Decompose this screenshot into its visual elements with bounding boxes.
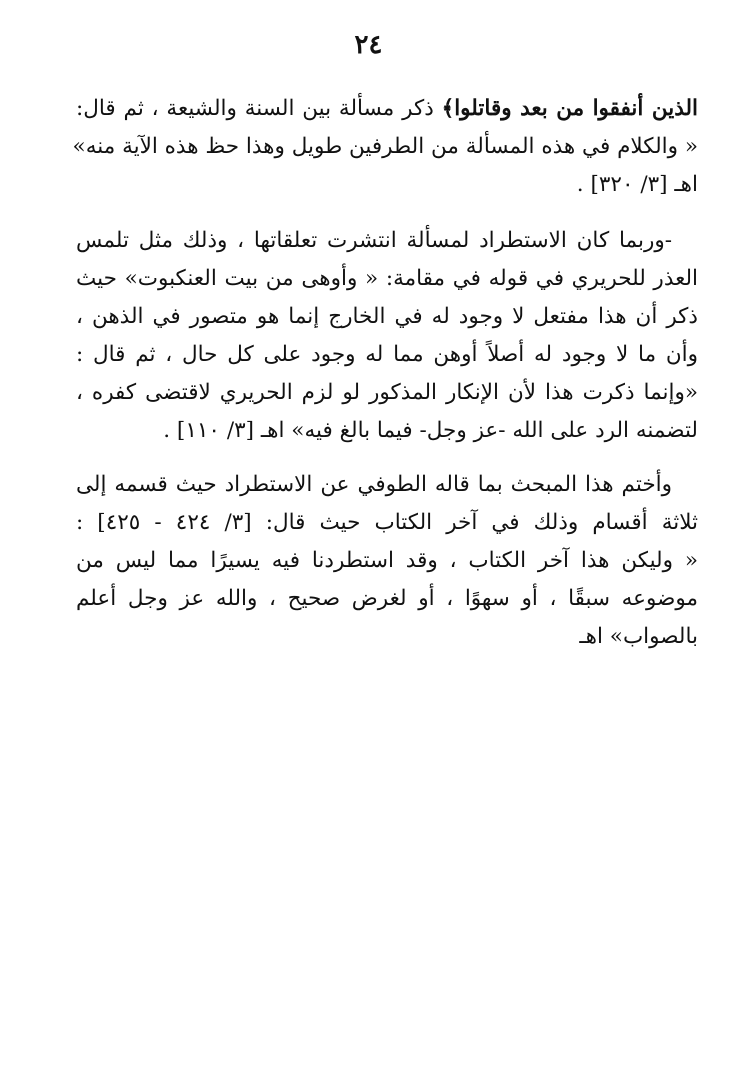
paragraph-line: «وإنما ذكرت هذا لأن الإنكار المذكور لو لزم الحريري لاقتضى كفره ،	[76, 380, 698, 405]
paragraph-2	[76, 222, 698, 450]
paragraph-line	[76, 90, 698, 128]
page-number: ٢٤	[354, 30, 383, 60]
paragraph-line: ثلاثة أقسام وذلك في آخر الكتاب حيث قال: [٣/ ٤٢٤ - ٤٢٥] :	[76, 510, 699, 535]
line-text: ذكر مسألة بين السنة والشيعة ، ثم قال:	[76, 96, 442, 121]
paragraph-line: -وربما كان الاستطراد لمسألة انتشرت تعلقاتها ، وذلك مثل تلمس	[76, 228, 672, 253]
paragraph-line: وأن ما لا وجود له أصلاً أوهن مما له وجود على كل حال ، ثم قال :	[76, 342, 698, 367]
paragraph-line: اهـ [٣/ ٣٢٠] .	[576, 172, 698, 197]
paragraph-3	[76, 466, 698, 656]
paragraph-1	[72, 90, 698, 204]
paragraph-line: العذر للحريري في قوله في مقامة: « وأوهى من بيت العنكبوت» حيث	[76, 266, 698, 291]
quran-verse-fragment: الذين أنفقوا من بعد وقاتلوا﴾	[441, 96, 698, 121]
paragraph-line: « والكلام في هذه المسألة من الطرفين طويل وهذا حظ هذه الآية منه»	[72, 134, 698, 159]
paragraph-line: ذكر أن هذا مفتعل لا وجود له في الخارج إنما هو متصور في الذهن ،	[76, 304, 698, 329]
paragraph-line: موضوعه سبقًا ، أو سهوًا ، أو لغرض صحيح ، والله عز وجل أعلم	[76, 586, 698, 611]
paragraph-line: لتضمنه الرد على الله -عز وجل- فيما بالغ فيه» اهـ [٣/ ١١٠] .	[163, 418, 698, 443]
paragraph-line: بالصواب» اهـ	[579, 624, 698, 649]
paragraph-line: وأختم هذا المبحث بما قاله الطوفي عن الاستطراد حيث قسمه إلى	[76, 472, 672, 497]
paragraph-line: « وليكن هذا آخر الكتاب ، وقد استطردنا فيه يسيرًا مما ليس من	[76, 548, 698, 573]
